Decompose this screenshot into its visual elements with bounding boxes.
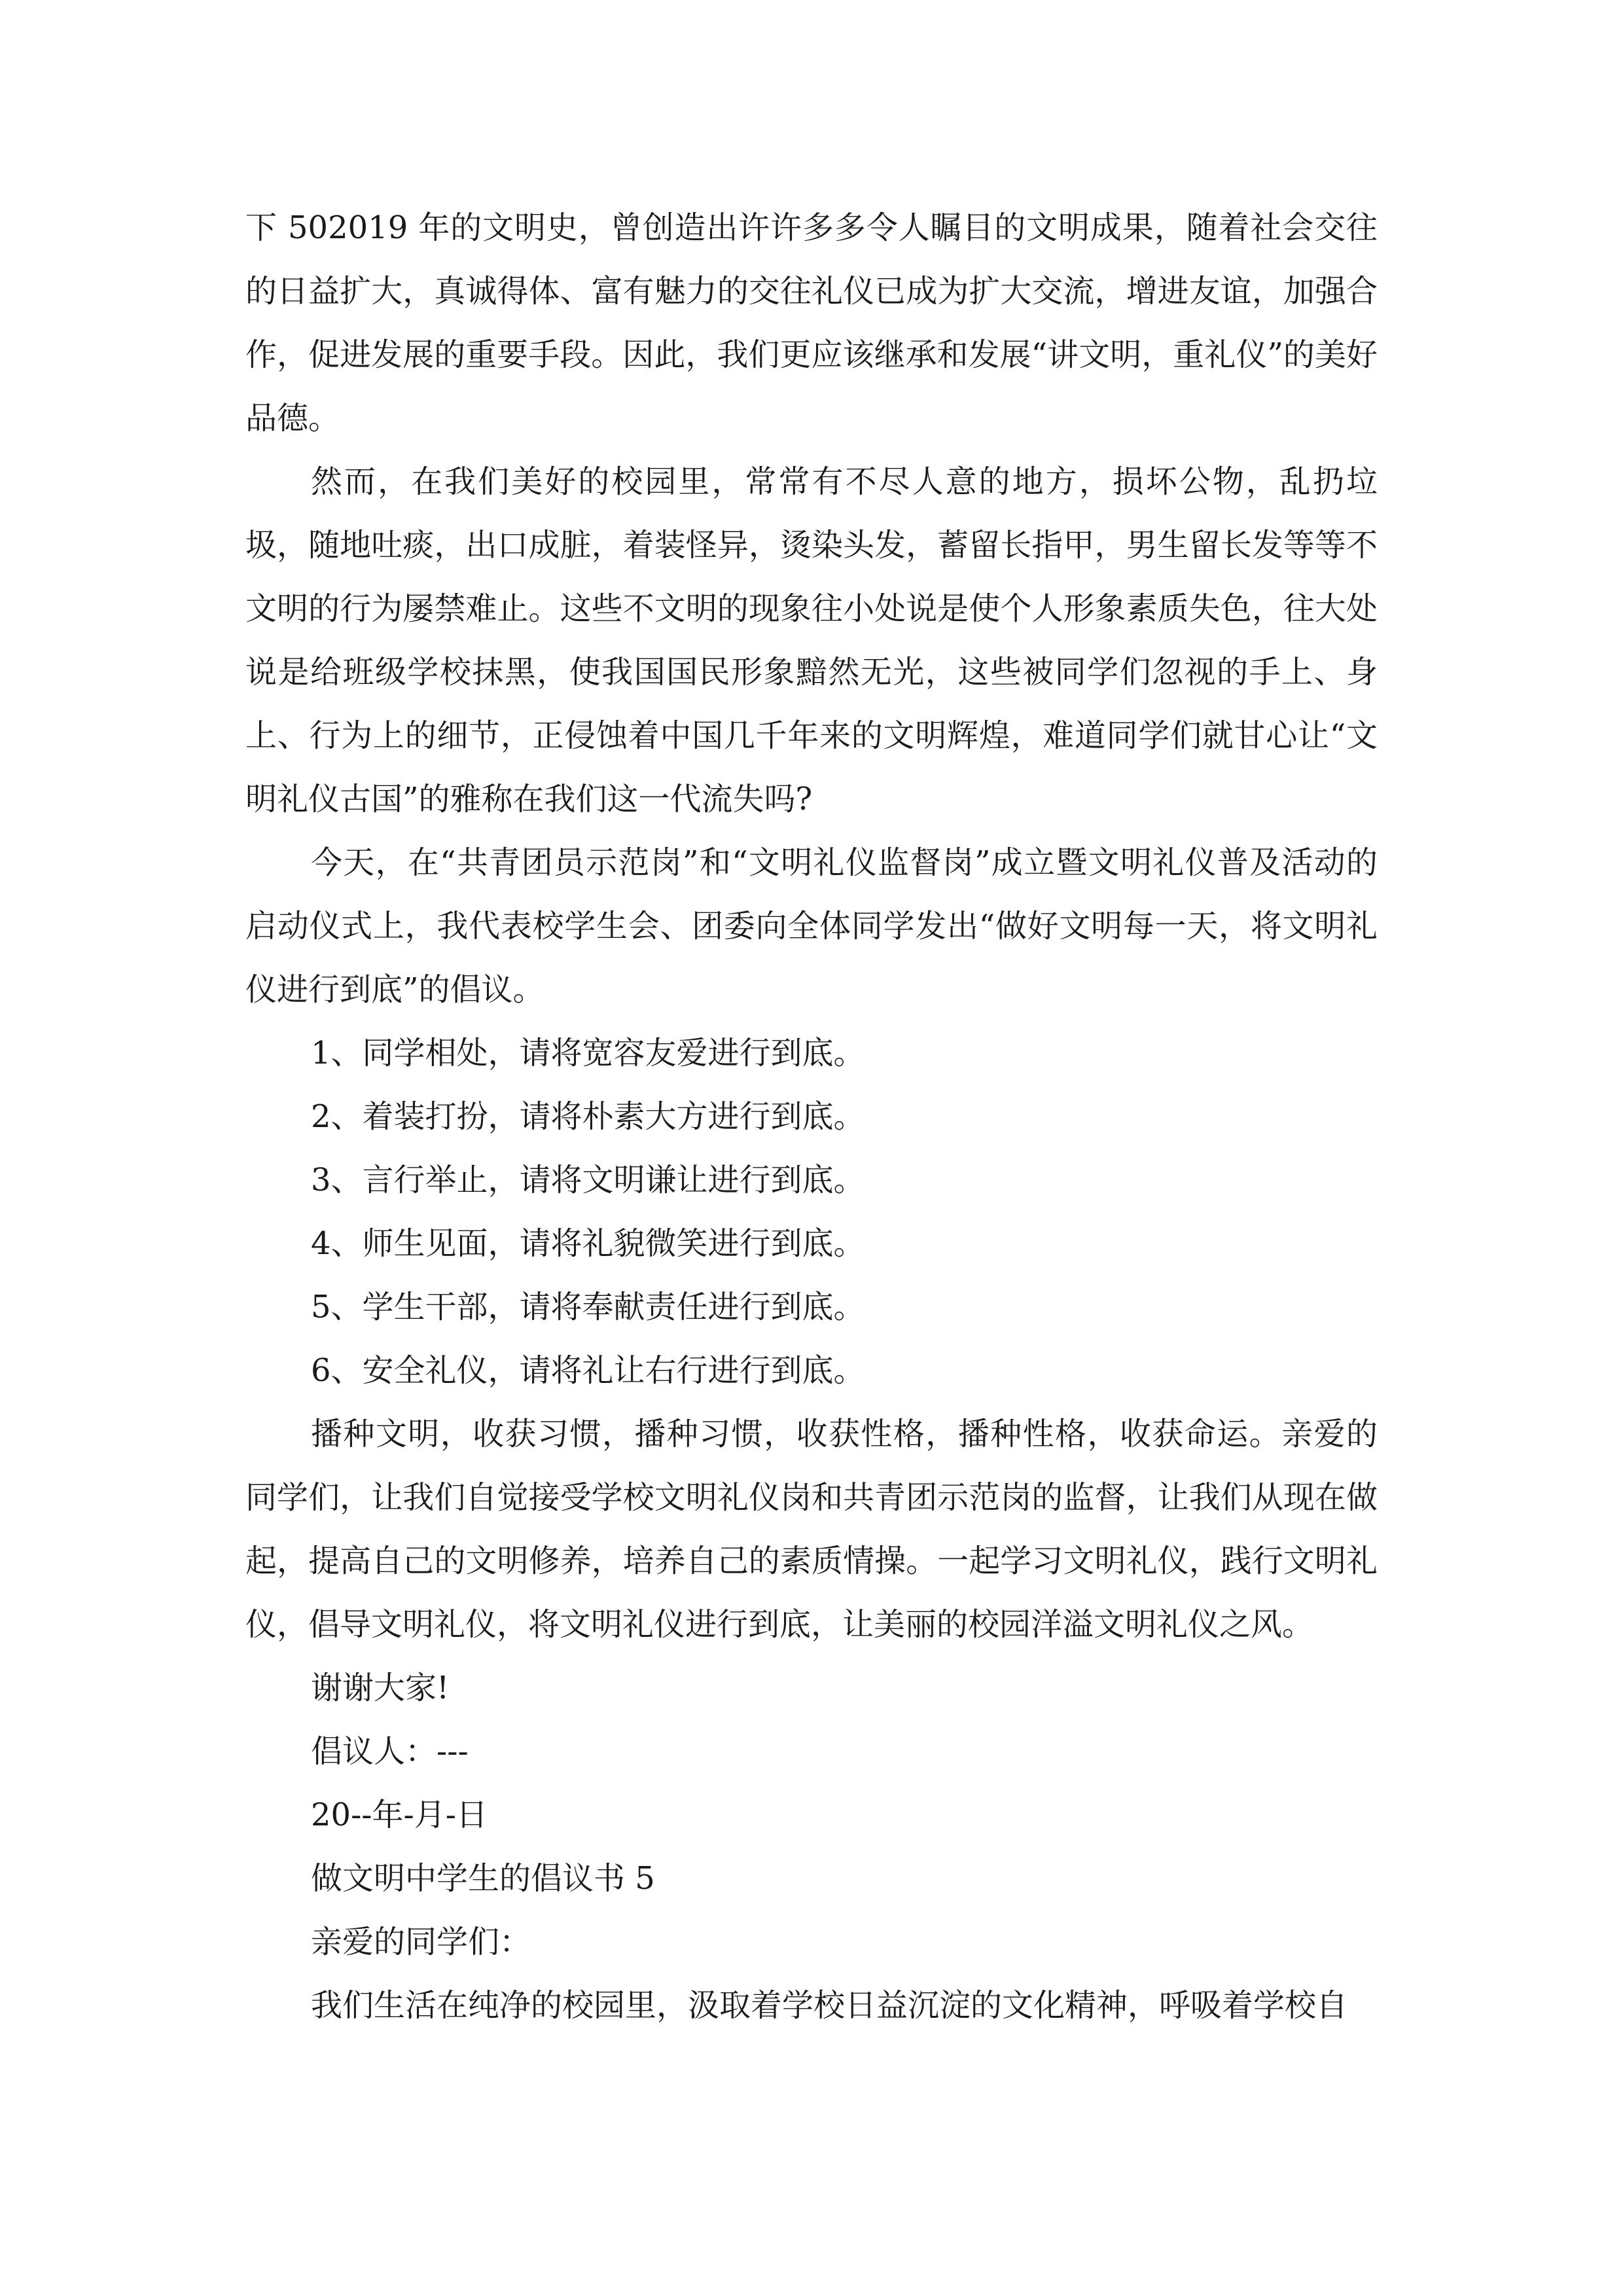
list-item: 5、学生干部，请将奉献责任进行到底。: [311, 1289, 865, 1325]
paragraph-closing: 播种文明，收获习惯，播种习惯，收获性格，播种性格，收获命运。亲爱的同学们，让我们自觉接受学校文明礼仪岗和共青团示范岗的监督，让我们从现在做起，提高自己的文明修养，培养自己的素质情操。一起学习文明礼仪，践行文明礼仪，倡导文明礼仪，将文明礼仪进行到底，让美丽的校园洋溢文明礼仪之风。: [245, 1416, 1378, 1643]
proposer-line: 倡议人：---: [311, 1733, 469, 1770]
list-item: 4、师生见面，请将礼貌微笑进行到底。: [311, 1225, 865, 1262]
date-line: 20--年-月-日: [311, 1797, 488, 1833]
list-item: 2、着装打扮，请将朴素大方进行到底。: [311, 1098, 865, 1135]
paragraph-history: 下 502019 年的文明史，曾创造出许许多多令人瞩目的文明成果，随着社会交往的日益扩大，真诚得体、富有魅力的交往礼仪已成为扩大交流，增进友谊，加强合作，促进发展的重要手段。因此，我们更应该继承和发展“讲文明，重礼仪”的美好品德。: [245, 209, 1378, 437]
paragraph-final: 我们生活在纯净的校园里，汲取着学校日益沉淀的文化精神，呼吸着学校自: [311, 1987, 1348, 2024]
list-item: 3、言行举止，请将文明谦让进行到底。: [311, 1162, 865, 1198]
list-item: 6、安全礼仪，请将礼让右行进行到底。: [311, 1352, 865, 1389]
section-title: 做文明中学生的倡议书 5: [311, 1860, 655, 1897]
thanks-line: 谢谢大家!: [311, 1670, 450, 1706]
paragraph-problems: 然而，在我们美好的校园里，常常有不尽人意的地方，损坏公物，乱扔垃圾，随地吐痰，出口成脏，着装怪异，烫染头发，蓄留长指甲，男生留长发等等不文明的行为屡禁难止。这些不文明的现象往小处说是使个人形象素质失色，往大处说是给班级学校抹黑，使我国国民形象黯然无光，这些被同学们忽视的手上、身上、行为上的细节，正侵蚀着中国几千年来的文明辉煌，难道同学们就甘心让“文明礼仪古国”的雅称在我们这一代流失吗?: [245, 463, 1378, 817]
document-body: [245, 196, 1378, 2037]
salutation-line: 亲爱的同学们：: [311, 1924, 531, 1960]
paragraph-proposal: 今天，在“共青团员示范岗”和“文明礼仪监督岗”成立暨文明礼仪普及活动的启动仪式上，我代表校学生会、团委向全体同学发出“做好文明每一天，将文明礼仪进行到底”的倡议。: [245, 844, 1378, 1008]
list-item: 1、同学相处，请将宽容友爱进行到底。: [311, 1035, 865, 1071]
